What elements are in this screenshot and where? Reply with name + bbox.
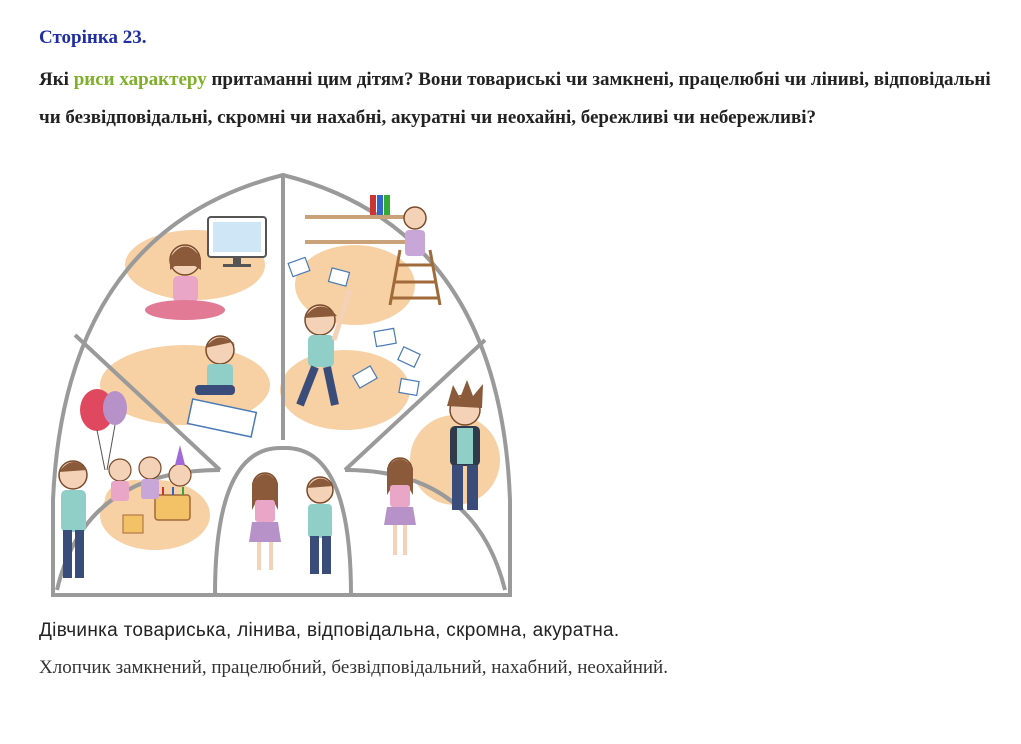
- center-boy-figure: [307, 477, 333, 574]
- question-start: Які: [39, 69, 74, 90]
- center-girl-figure: [249, 473, 281, 570]
- boy-standing-left-figure: [59, 461, 87, 578]
- question-highlight: риси характеру: [73, 69, 207, 90]
- illustration-children-dome: [45, 170, 515, 605]
- girl-on-ladder-figure: [404, 207, 426, 256]
- page-heading: Сторінка 23.: [39, 27, 147, 48]
- right-girl-figure: [384, 458, 416, 555]
- gift-box: [123, 515, 143, 533]
- question-text: [39, 61, 1009, 137]
- answer-girl: Дівчинка товариська, лінива, відповідальна, скромна, акуратна.: [39, 620, 620, 641]
- bookshelf: [305, 195, 415, 244]
- answer-boy: Хлопчик замкнений, працелюбний, безвідповідальний, нахабний, неохайний.: [39, 657, 668, 678]
- question-rest: притаманні цим дітям? Вони товариські чи замкнені, працелюбні чи ліниві, відповідальні чи безвідповідальні, скромні чи нахабні, акуратні чи неохайні, бережливі чи небережливі?: [39, 69, 991, 128]
- balloons: [80, 389, 127, 470]
